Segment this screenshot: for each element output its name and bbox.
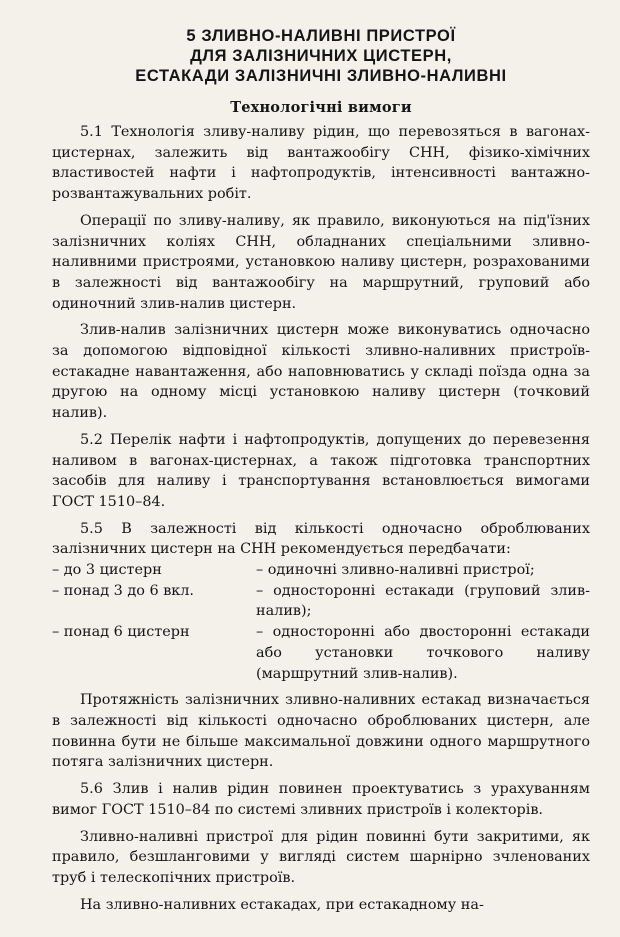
paragraph-5-6: 5.6 Злив і налив рідин повинен проектуватись з урахуванням вимог ГОСТ 1510–84 по системі зливних пристроїв і колекторів. <box>52 781 590 818</box>
list-item-condition: – понад 6 цистерн <box>52 624 190 641</box>
list-item-device: – одиночні зливно-наливні пристрої; <box>256 562 535 579</box>
paragraph-5-5: 5.5 В залежності від кількості одночасно оброблюваних залізничних цистерн на СНН рекомендується передбачати: <box>52 520 590 558</box>
paragraph-closed-devices: Зливно-наливні пристрої для рідин повинні бути закритими, як правило, безшланговими у вигляді систем шарнірно зчленованих труб і телескопічних пристроїв. <box>52 828 590 886</box>
list-item <box>52 581 590 622</box>
paragraph-5-2: 5.2 Перелік нафти і нафтопродуктів, допущених до перевезення наливом в вагонах-цистернах, а також підготовка транспортних засобів для наливу і транспортування встановлюється вимогами ГОСТ 1510–84. <box>52 431 590 510</box>
list-item-device: – односторонні естакади (груповий злив-налив); <box>256 582 590 620</box>
list-item <box>52 560 590 581</box>
list-item <box>52 622 590 684</box>
list-item-condition: – понад 3 до 6 вкл. <box>52 582 195 599</box>
paragraph-length: Протяжність залізничних зливно-наливних естакад визначається в залежності від кількості одночасно оброблюваних цистерн, але повинна бути не більше максимальної довжини одного маршрутного потяга залізничних цистерн. <box>52 692 590 771</box>
section-title-line-3: ЕСТАКАДИ ЗАЛІЗНИЧНІ ЗЛИВНО-НАЛИВНІ <box>135 67 507 85</box>
section-title <box>52 26 590 86</box>
section-title-line-2: ДЛЯ ЗАЛІЗНИЧНИХ ЦИСТЕРН, <box>190 47 452 65</box>
paragraph-operations: Операції по зливу-наливу, як правило, виконуються на під'їзних залізничних коліях СНН, обладнаних спеціальними зливно-наливними пристроями, установкою наливу цистерн, розрахованими в залежності від вантажообігу на маршрутний, груповий або одиночний злив-налив цистерн. <box>52 212 590 312</box>
section-subtitle: Технологічні вимоги <box>230 99 412 116</box>
list-item-condition: – до 3 цистерн <box>52 562 162 579</box>
paragraph-drain-fill: Злив-налив залізничних цистерн може виконуватись одночасно за допомогою відповідної кількості зливно-наливних пристроїв-естакадне навантаження, або наповнюватись у складі поїзда одна за другою на одному місці установкою наливу цистерн (точковий налив). <box>52 322 590 422</box>
section-title-line-1: 5 ЗЛИВНО-НАЛИВНІ ПРИСТРОЇ <box>186 27 456 45</box>
paragraph-5-1: 5.1 Технологія зливу-наливу рідин, що перевозяться в вагонах-цистернах, залежить від вантажообігу СНН, фізико-хімічних властивостей нафти і нафтопродуктів, інтенсивності вантажно-розвантажувальних робіт. <box>52 124 590 203</box>
paragraph-overpass: На зливно-наливних естакадах, при естакадному на- <box>80 896 484 913</box>
recommendation-list <box>52 560 590 684</box>
list-item-device: – односторонні або двосторонні естакади або установки точкового наливу (маршрутний злив-налив). <box>256 624 590 682</box>
